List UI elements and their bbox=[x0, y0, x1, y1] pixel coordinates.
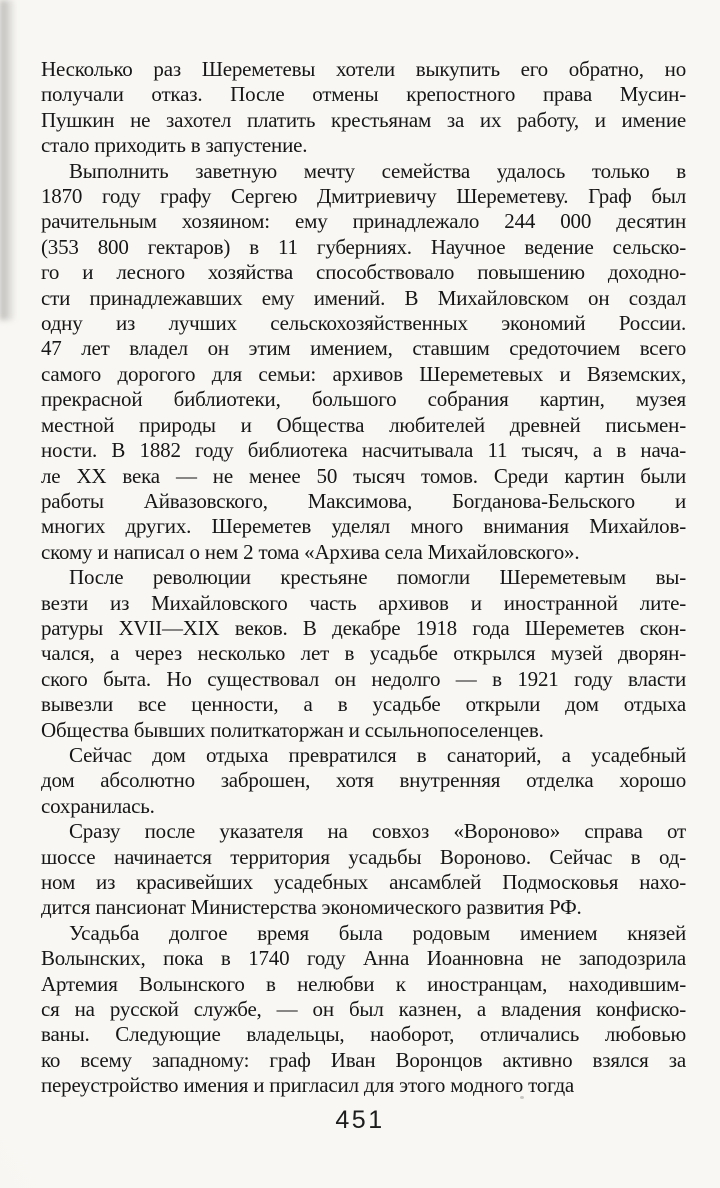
text-line: рачительным хозяином: ему принадлежало 244 000 десятин bbox=[41, 209, 686, 234]
text-line: стало приходить в запустение. bbox=[41, 133, 308, 158]
paragraph bbox=[41, 743, 686, 819]
paragraph bbox=[41, 159, 686, 566]
text-line: Выполнить заветную мечту семейства удалось только в bbox=[69, 158, 686, 183]
text-line: Сразу после указателя на совхоз «Вороново» справа от bbox=[69, 819, 686, 844]
text-line: везти из Михайловского часть архивов и иностранной лите- bbox=[41, 590, 686, 615]
text-line: ности. В 1882 году библиотека насчитывала 11 тысяч, а в нача- bbox=[41, 438, 686, 463]
page-number: 451 bbox=[335, 1106, 385, 1134]
text-line: Усадьба долгое время была родовым имением князей bbox=[69, 920, 686, 945]
text-line: местной природы и Общества любителей древней письмен- bbox=[41, 412, 686, 437]
text-line: ратуры XVII—XIX веков. В декабре 1918 года Шереметев скон- bbox=[41, 615, 686, 640]
text-line: переустройство имения и пригласил для этого модного тогда bbox=[41, 1073, 575, 1098]
text-line: дится пансионат Министерства экономического развития РФ. bbox=[41, 895, 582, 920]
text-line: дом абсолютно заброшен, хотя внутренняя отделка хорошо bbox=[41, 768, 686, 793]
text-line: ко всему западному: граф Иван Воронцов активно взялся за bbox=[41, 1047, 686, 1072]
text-line: Несколько раз Шереметевы хотели выкупить его обратно, но bbox=[41, 57, 686, 81]
text-line: 1870 году графу Сергею Дмитриевичу Шереметеву. Граф был bbox=[41, 184, 686, 209]
text-line: сохранилась. bbox=[41, 793, 155, 818]
text-line: работы Айвазовского, Максимова, Богданова-Бельского и bbox=[41, 488, 686, 513]
paragraph bbox=[41, 57, 686, 159]
text-line: После революции крестьяне помогли Шереметевым вы- bbox=[69, 565, 686, 590]
text-line: одну из лучших сельскохозяйственных экономий России. bbox=[41, 311, 686, 336]
text-line: скому и написал о нем 2 тома «Архива села Михайловского». bbox=[41, 539, 580, 564]
text-line: получали отказ. После отмены крепостного права Мусин- bbox=[41, 82, 686, 107]
text-line: го и лесного хозяйства способствовало повышению доходно- bbox=[41, 260, 686, 285]
text-line: ся на русской службе, — он был казнен, а владения конфиско- bbox=[41, 997, 686, 1022]
text-line: 47 лет владел он этим имением, ставшим средоточием всего bbox=[41, 336, 686, 361]
text-line: шоссе начинается территория усадьбы Вороново. Сейчас в од- bbox=[41, 844, 686, 869]
text-line: самого дорогого для семьи: архивов Шереметевых и Вяземских, bbox=[41, 361, 686, 386]
paragraph bbox=[41, 921, 686, 1099]
paragraph bbox=[41, 565, 686, 743]
text-line: ского быта. Но существовал он недолго — в 1921 году власти bbox=[41, 666, 686, 691]
text-line: (353 800 гектаров) в 11 губерниях. Научное ведение сельско- bbox=[41, 234, 686, 259]
text-line: вывезли все ценности, а в усадьбе открыли дом отдыха bbox=[41, 692, 686, 717]
text-line: прекрасной библиотеки, большого собрания картин, музея bbox=[41, 387, 686, 412]
text-line: Артемия Волынского в нелюбви к иностранцам, находившим- bbox=[41, 971, 686, 996]
text-line: Сейчас дом отдыха превратился в санаторий, а усадебный bbox=[69, 742, 686, 767]
text-line: сти принадлежавших ему имений. В Михайловском он создал bbox=[41, 285, 686, 310]
scan-edge-shadow bbox=[0, 0, 16, 320]
page-text bbox=[41, 57, 686, 1099]
text-line: ваны. Следующие владельцы, наоборот, отличались любовью bbox=[41, 1022, 686, 1047]
text-line: Общества бывших политкаторжан и ссыльнопоселенцев. bbox=[41, 717, 544, 742]
text-line: Пушкин не захотел платить крестьянам за их работу, и имение bbox=[41, 107, 686, 132]
paragraph bbox=[41, 819, 686, 921]
text-line: ном из красивейших усадебных ансамблей Подмосковья нахо- bbox=[41, 870, 686, 894]
text-line: чался, а через несколько лет в усадьбе открылся музей дворян- bbox=[41, 641, 686, 666]
text-line: многих других. Шереметев уделял много внимания Михайлов- bbox=[41, 514, 686, 539]
text-line: ле XX века — не менее 50 тысяч томов. Среди картин были bbox=[41, 463, 686, 488]
text-line: Волынских, пока в 1740 году Анна Иоанновна не заподозрила bbox=[41, 946, 686, 971]
